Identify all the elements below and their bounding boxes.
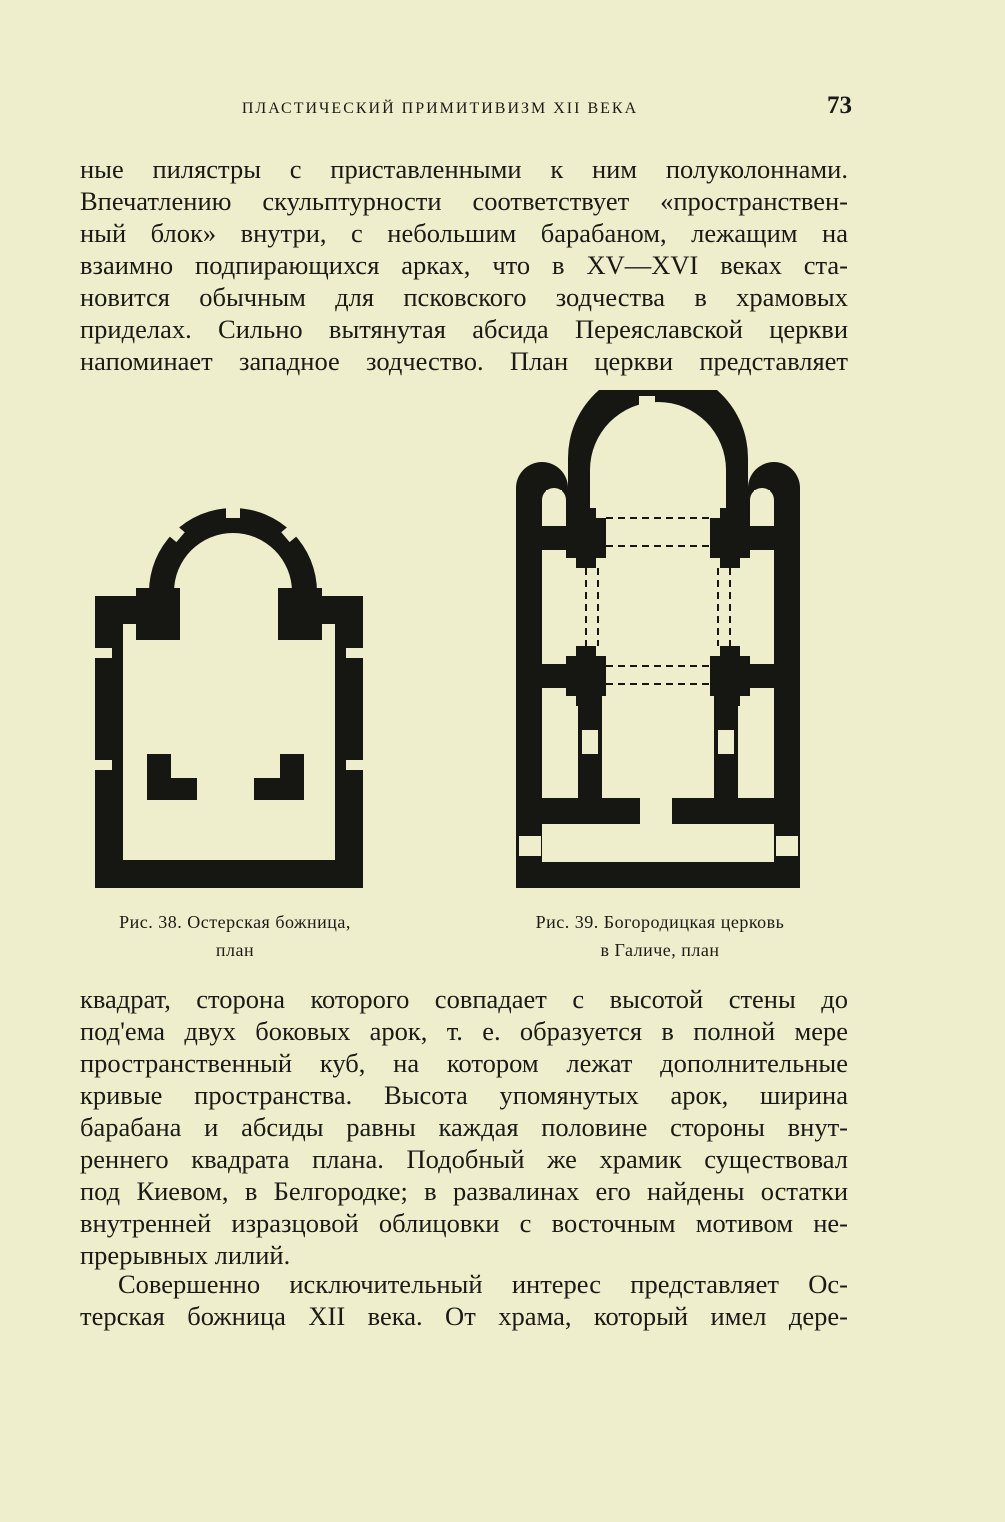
pier-south (254, 754, 304, 800)
caption-line: в Галиче, план (600, 940, 720, 960)
caption-line: план (215, 940, 255, 960)
wall-opening (754, 490, 770, 516)
paragraph-top (80, 153, 848, 377)
pilaster (750, 526, 774, 550)
wall-opening (92, 648, 112, 658)
paragraph-last (80, 1268, 848, 1332)
crossing-pier (720, 508, 740, 568)
doorway (776, 836, 798, 856)
text-line: терская божница XII века. От храма, который имел дере- (80, 1301, 848, 1331)
pier-north (147, 754, 197, 800)
wall-opening (546, 490, 562, 516)
text-line: напоминает западное зодчество. План церкви представляет (80, 346, 848, 376)
paragraph-bottom (80, 983, 848, 1271)
doorway (640, 798, 672, 824)
text-line: ный блок» внутри, с небольшим барабаном, лежащим на (80, 218, 848, 248)
pilaster-south (278, 588, 322, 640)
page-number: 73 (827, 92, 852, 119)
wall-opening (754, 560, 770, 590)
running-title: ПЛАСТИЧЕСКИЙ ПРИМИТИВИЗМ XII ВЕКА (241, 100, 639, 117)
text-line: барабана и абсиды равны каждая половине стороны внут- (80, 1112, 848, 1142)
wall-opening (346, 760, 366, 770)
text-line: Впечатлению скульптурности соответствует «пространствен- (80, 186, 848, 216)
figure-38-oster-chapel-plan (88, 496, 378, 890)
wall-opening (582, 730, 598, 754)
wall-opening (346, 648, 366, 658)
pilaster (750, 664, 774, 688)
text-line: приделах. Сильно вытянутая абсида Переяславской церкви (80, 314, 848, 344)
doorway (519, 836, 541, 856)
text-line: внутренней изразцовой облицовки с восточным мотивом не- (80, 1208, 848, 1238)
north-wall (95, 596, 123, 888)
west-wall (95, 860, 363, 888)
pilaster (542, 526, 566, 550)
figure-39-caption (485, 908, 835, 964)
text-line: квадрат, сторона которого совпадает с высотой стены до (80, 984, 848, 1014)
pilaster (542, 664, 566, 688)
crossing-pier (576, 508, 596, 568)
wall-opening (639, 396, 655, 420)
text-line: кривые пространства. Высота упомянутых арок, ширина (80, 1080, 848, 1110)
figure-38-caption (70, 908, 400, 964)
pilaster-north (136, 588, 180, 640)
caption-line: Рис. 39. Богородицкая церковь (535, 912, 785, 932)
text-line: под Киевом, в Белгородке; в развалинах его найдены остатки (80, 1176, 848, 1206)
text-line: ные пилястры с приставленными к ним полуколоннами. (80, 154, 848, 184)
text-line: пространственный куб, на котором лежат дополнительные (80, 1048, 848, 1078)
caption-line: Рис. 38. Остерская божница, (119, 912, 351, 932)
text-line: под'ема двух боковых арок, т. е. образуется в полной мере (80, 1016, 848, 1046)
figure-39-galich-church-plan (510, 390, 805, 895)
wall-opening (546, 560, 562, 590)
text-line: взаимно подпирающихся арках, что в XV—XVI веках ста- (80, 250, 848, 280)
text-line: новится обычным для псковского зодчества в храмовых (80, 282, 848, 312)
wall-opening (226, 498, 240, 518)
text-line: реннего квадрата плана. Подобный же храмик существовал (80, 1144, 848, 1174)
south-wall (335, 596, 363, 888)
text-line: прерывных лилий. (80, 1240, 291, 1270)
text-line: Совершенно исключительный интерес представляет Ос- (118, 1269, 848, 1299)
wall-opening (718, 730, 734, 754)
wall-opening (92, 760, 112, 770)
